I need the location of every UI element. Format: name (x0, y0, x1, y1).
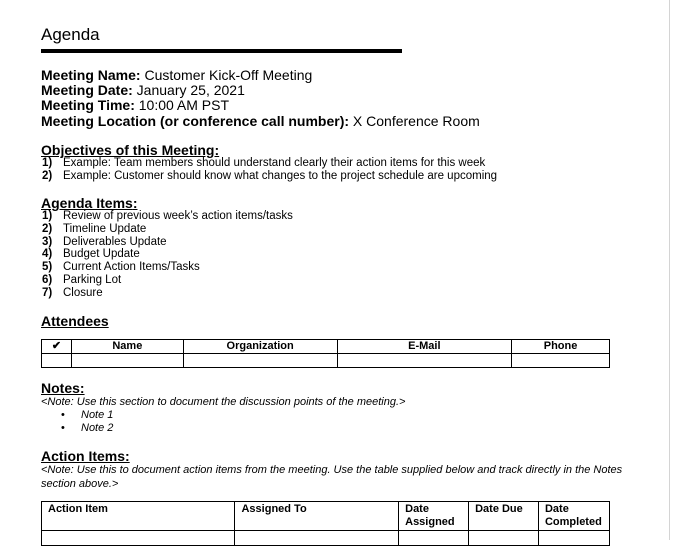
title-rule (41, 49, 402, 53)
bullet-icon: • (61, 409, 65, 421)
list-number: 7) (42, 286, 53, 299)
list-number: 5) (42, 261, 53, 274)
meeting-location-label: Meeting Location (or conference call number): (41, 113, 350, 129)
list-item (41, 274, 293, 287)
bullet-icon: • (61, 422, 65, 434)
table-row (42, 531, 610, 546)
table-cell[interactable] (538, 531, 609, 546)
list-item-text: Example: Team members should understand clearly their action items for this week (63, 157, 486, 169)
list-item-text: Parking Lot (63, 273, 122, 286)
table-header-row (42, 340, 610, 354)
list-number: 1) (42, 157, 53, 169)
meeting-time-line (41, 97, 229, 113)
notes-instruction: <Note: Use this section to document the discussion points of the meeting.> (41, 396, 406, 408)
objectives-list (41, 157, 497, 183)
notes-heading: Notes: (41, 380, 85, 396)
agenda-items-heading-colon: : (132, 195, 138, 211)
agenda-items-heading (41, 195, 137, 211)
list-number: 3) (42, 235, 53, 248)
table-cell[interactable] (337, 354, 512, 368)
objectives-heading-text: Objectives of this Meeting (41, 142, 215, 158)
table-cell[interactable] (42, 531, 235, 546)
assigned-to-column-header: Assigned To (235, 502, 399, 531)
phone-column-header: Phone (512, 340, 610, 354)
agenda-items-list (41, 210, 293, 300)
list-item-text: Current Action Items/Tasks (63, 261, 200, 274)
objectives-heading-colon: : (214, 142, 220, 158)
meeting-date-label: Meeting Date: (41, 82, 133, 98)
list-number: 6) (42, 273, 53, 286)
list-item (41, 157, 497, 170)
table-cell[interactable] (42, 354, 72, 368)
list-number: 2) (42, 222, 53, 235)
list-item (41, 223, 293, 236)
meeting-time-value: 10:00 AM PST (134, 97, 230, 113)
name-column-header: Name (71, 340, 183, 354)
table-cell[interactable] (399, 531, 469, 546)
table-cell[interactable] (235, 531, 399, 546)
action-items-table (41, 501, 610, 546)
date-completed-column-header: Date Completed (538, 502, 609, 531)
meeting-name-label: Meeting Name: (41, 67, 141, 83)
list-item-text: Timeline Update (63, 222, 147, 235)
table-cell[interactable] (71, 354, 183, 368)
meeting-date-line (41, 82, 245, 98)
meeting-name-line (41, 67, 312, 83)
agenda-items-heading-text: Agenda Items (41, 195, 133, 211)
table-cell[interactable] (512, 354, 610, 368)
table-cell[interactable] (183, 354, 337, 368)
attendees-table (41, 339, 610, 368)
check-column-header: ✔ (42, 340, 72, 354)
action-item-column-header: Action Item (42, 502, 235, 531)
action-items-heading: Action Items: (41, 448, 130, 464)
list-item-text: Deliverables Update (63, 235, 167, 248)
list-number: 4) (42, 248, 53, 261)
list-number: 1) (42, 210, 53, 222)
table-row (42, 354, 610, 368)
list-item-text: Example: Customer should know what changes to the project schedule are upcoming (63, 169, 498, 182)
note-text: Note 2 (81, 422, 114, 434)
action-items-instruction: <Note: Use this to document action items from the meeting. Use the table supplied below and track directly in the Notes section above.> (41, 464, 623, 490)
meeting-location-value: X Conference Room (349, 113, 480, 129)
list-number: 2) (42, 169, 53, 182)
date-due-column-header: Date Due (469, 502, 539, 531)
meeting-location-line (41, 113, 480, 129)
attendees-heading: Attendees (41, 313, 109, 329)
list-item (41, 261, 293, 274)
list-item (41, 170, 497, 183)
table-header-row (42, 502, 610, 531)
list-item (41, 248, 293, 261)
meeting-name-value: Customer Kick-Off Meeting (140, 67, 313, 83)
note-text: Note 1 (81, 409, 114, 421)
date-assigned-column-header: Date Assigned (399, 502, 469, 531)
meeting-date-value: January 25, 2021 (132, 82, 245, 98)
list-item-text: Budget Update (63, 248, 140, 261)
organization-column-header: Organization (183, 340, 337, 354)
meeting-time-label: Meeting Time: (41, 97, 135, 113)
table-cell[interactable] (469, 531, 539, 546)
list-item-text: Closure (63, 286, 103, 299)
page-edge (669, 0, 670, 540)
list-item (41, 287, 293, 300)
list-item-text: Review of previous week’s action items/tasks (63, 210, 293, 222)
objectives-heading (41, 142, 219, 158)
list-item (41, 236, 293, 249)
list-item (41, 210, 293, 223)
document-title: Agenda (41, 25, 100, 44)
email-column-header: E-Mail (337, 340, 512, 354)
